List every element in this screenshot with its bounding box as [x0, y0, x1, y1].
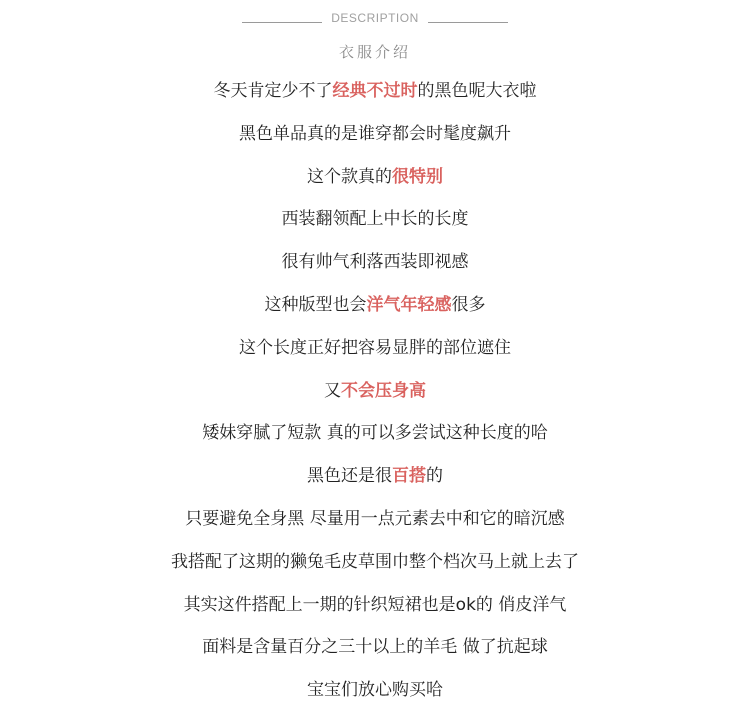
right-divider [428, 22, 508, 23]
description-line [0, 78, 750, 121]
section-label: DESCRIPTION [331, 11, 419, 25]
highlight-text: 百搭 [392, 466, 426, 487]
highlight-text: 不会压身高 [341, 380, 426, 401]
line-text: 宝宝们放心购买哈 [307, 680, 443, 701]
section-header [0, 8, 750, 28]
line-text: 我搭配了这期的獭兔毛皮草围巾整个档次马上就上去了 [171, 551, 579, 572]
description-line [0, 378, 750, 421]
highlight-text: 经典不过时 [332, 81, 418, 101]
description-lines [0, 78, 750, 720]
line-text: 的黑色呢大衣啦 [417, 81, 537, 101]
line-text: 这个长度正好把容易显胖的部位遮住 [239, 337, 511, 358]
line-text: 又 [324, 380, 341, 401]
description-line [0, 463, 750, 506]
description-line [0, 592, 750, 635]
description-line [0, 549, 750, 592]
description-line [0, 164, 750, 207]
description-line [0, 206, 750, 249]
left-divider [242, 22, 322, 23]
line-text: 其实这件搭配上一期的针织短裙也是ok的 俏皮洋气 [183, 594, 567, 615]
section-subtitle: 衣服介绍 [338, 43, 411, 61]
line-text: 很有帅气利落西装即视感 [281, 252, 469, 273]
description-line [0, 634, 750, 677]
line-text: 面料是含量百分之三十以上的羊毛 做了抗起球 [202, 637, 548, 658]
line-text: 这个款真的 [307, 166, 392, 187]
line-text: 很多 [451, 294, 486, 315]
line-text: 只要避免全身黑 尽量用一点元素去中和它的暗沉感 [185, 508, 565, 529]
line-text: 黑色还是很 [307, 466, 392, 487]
highlight-text: 洋气年轻感 [366, 294, 452, 315]
line-text: 黑色单品真的是谁穿都会时髦度飙升 [239, 123, 511, 144]
description-line [0, 335, 750, 378]
description-line [0, 121, 750, 164]
line-text: 西装翻领配上中长的长度 [281, 209, 469, 230]
description-line [0, 420, 750, 463]
line-text: 冬天肯定少不了 [213, 81, 333, 101]
highlight-text: 很特别 [392, 166, 443, 187]
description-line [0, 292, 750, 335]
line-text: 的 [426, 466, 443, 487]
description-line [0, 506, 750, 549]
line-text: 这种版型也会 [264, 294, 367, 315]
description-line [0, 677, 750, 720]
line-text: 矮妹穿腻了短款 真的可以多尝试这种长度的哈 [202, 423, 548, 444]
description-line [0, 249, 750, 292]
